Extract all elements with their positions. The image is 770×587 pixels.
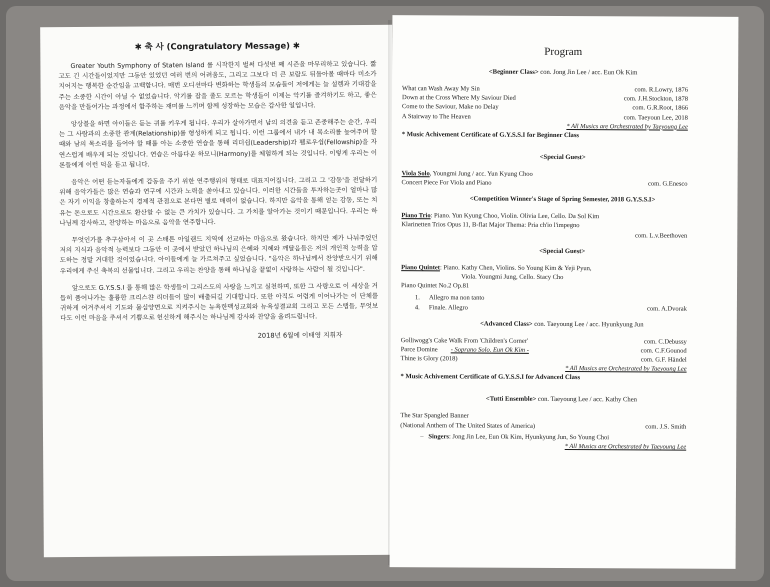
signature: 2018년 6월에 이태영 지휘자 xyxy=(257,330,343,340)
piece-line: The Star Spangled Banner xyxy=(400,412,469,420)
orchestration-note: * All Musics are Orchestrated by Taeyoung Lee xyxy=(565,365,687,374)
piece-row: Thine is Glory (2018) com. G.F. Händel xyxy=(400,355,687,364)
piece-row: Golliwogg's Cake Walk From 'Children's Corner' com. C.Debussy xyxy=(400,336,687,346)
advanced-header: <Advanced Class> con. Taeyoung Lee / acc. Hyunkyung Jun xyxy=(480,320,644,329)
piece-row: What can Wash Away My Sin com. R.Lowry, 1876 xyxy=(402,85,689,94)
message-paragraph: 앙상블을 하면 아이들은 듣는 귀를 키우게 됩니다. 우리가 살아가면서 남의 의견을 듣고 존중해주는 순간, 우리는 그 사람과의 소중한 관계(Relationship)를 형성하게 되고 됩니다. 이런 그룹에서 내가 내 목소리를 높여주며 할 때와 남의 목소리를 들어야 할 때를 아는 소중한 연습을 통해 리더쉽(Leadership)과 펠로우쉽(Fellowship)을 자연스럽게 배우게 되는 것입니다. 연습은 아름다운 하모니(Harmony)를 체험하게 되는 것입니다. 이렇게 우리는 이론들에게 이런 덕을 듣고 됩니다. xyxy=(58,117,378,169)
movement-row: 1. Allegro ma non tanto xyxy=(414,294,485,303)
message-paragraph: 앞으로도 G.Y.S.S.I 를 통해 많은 학생들이 그리스도의 사랑을 느끼고 실천하며, 또한 그 사랑으로 이 세상을 거듭히 품어나가는 훌륭한 크리스챤 리더들이 많이 배출되길 기대합니다. 또한 아직도 어렵게 이어나가는 이 단체를 귀하게 여겨주셔서 기도와 물심양면으로 지켜주시는 뉴욕한맥성교회와 뉴욕성결교회 그리고 모든 스탭들, 무엇보다도 이런 마음을 주셔서 기쁨으로 헌신하게 해주시는 하나님께 감사와 찬양을 올려드립니다. xyxy=(60,281,379,323)
performer-line: Viola. Youngmi Jung, Cello. Stacy Cho xyxy=(461,273,564,282)
right-page xyxy=(390,15,739,569)
orchestration-note: * All Musics are Orchestrated by Taeyoung Lee xyxy=(564,443,687,451)
certificate-note: * Music Achivement Certificate of G.Y.S.S.I for Beginner Class xyxy=(401,130,580,139)
tutti-header: <Tutti Ensemble> con. Taeyoung Lee / acc. Kathy Chen xyxy=(485,396,637,404)
singers-line: – Singers: Jong Jin Lee, Eun Ok Kim, Hyunkyung Jun, So Young Choi xyxy=(420,433,610,442)
piece-row: (National Anthem of The United States of America) com. J.S. Smith xyxy=(400,421,687,431)
program-title: Program xyxy=(544,45,583,59)
performer-line: Piano Quintet: Piano. Kathy Chen, Violins. So Young Kim & Yeji Pyun, xyxy=(401,263,592,272)
special-guest-header: <Special Guest> xyxy=(539,153,586,161)
composer: com. L.v.Beethoven xyxy=(634,231,688,240)
piece-row: Parce Domine - Soprano Solo. Eun Ok Kim - com. C.F.Gounod xyxy=(400,346,687,355)
beginner-header: <Beginner Class> con. Jong Jin Lee / acc. Eun Ok Kim xyxy=(488,68,638,77)
performer-line: Viola Solo, Youngmi Jung / acc. Yun Kyung Choo xyxy=(401,169,533,178)
piece-row: Come to the Saviour, Make no Delay com. G.R.Root, 1866 xyxy=(401,103,688,113)
message-title: ✱ 축 사 (Congratulatory Message) ✱ xyxy=(134,40,300,52)
special-guest-header: <Special Guest> xyxy=(539,247,586,255)
message-paragraph: Greater Youth Symphony of Staten Island 를 시작한지 벌써 다섯번 째 시즌을 마무리하고 있습니다. 짧고도 긴 시간들이었지만 그동안 있었던 여러 번의 어려움도, 그리고 그보다 더 큰 보람도 뒤돌아볼 때마다 미소가 지어지는 행복한 순간임을 고백합니다. 매번 오디션마다 변화하는 학생들의 모습들이 저에게는 늘 설렘과 기대감을 주는 소중한 시간이 아닐 수 없었습니다. 악기를 잡을 줄도 모르는 학생들이 이제는 악기를 즐겨하기도 하고, 좋은 음악을 만들어가는 과정에서 합주하는 재미를 느끼며 함께 성장하는 모습은 감사한 일입니다. xyxy=(58,59,377,111)
left-page xyxy=(40,25,396,557)
movement-row: 4. Finale. Allegro com. A.Dvorak xyxy=(414,303,687,313)
competition-header: <Competition Winner's Stage of Spring Semester, 2018 G.Y.S.S.I> xyxy=(469,195,656,204)
piece-row: A Stairway to The Heaven com. Taeyoun Lee, 2018 xyxy=(401,112,688,122)
certificate-note: * Music Achivement Certificate of G.Y.S.S.I for Advanced Class xyxy=(400,373,581,382)
piece-line: Piano Quintet No.2 Op.81 xyxy=(401,282,470,290)
piece-row: Down at the Cross Where My Saviour Died com. J.H.Stockton, 1878 xyxy=(401,94,689,103)
performer-line: Piano Trio: Piano. Yun Kyung Choo, Violin. Olivia Lee, Cello. Da Sol Kim xyxy=(401,212,600,221)
orchestration-note: * All Musics are Orchestrated by Taeyoung Lee xyxy=(566,122,688,131)
message-paragraph: 무엇인가를 추구삼아서 이 곳 스태튼 아일랜드 지역에 선교하는 마음으로 왔습니다. 하지만 제가 나눠주었던 저의 지식과 음악적 능력보다 그동안 이 곳에서 받았던 하나님의 은혜와 지혜와 깨달음들은 저의 개인적 능력을 압도하는 정말 거대한 것이었습니다. 아이들에게 늘 가르쳐주고 싶었습니다. "음악은 하나님께서 찬양받으시기 위해 우리에게 주신 축복의 선물입니다. 그리고 우리는 찬양을 통해 하나님을 끝없이 사랑하는 사람이 될 것입니다". xyxy=(59,233,378,275)
piece-line: Klarinetten Trios Opus 11, B-flat Major Thema: Pria ch'io l'impegno xyxy=(401,221,580,230)
message-paragraph: 음악은 어떤 듣는자들에게 감동을 주기 위한 연주행위의 형태로 대표지어집니다. 그리고 그 '감동'을 전달하기 위해 음악가들은 많은 연습과 연구에 시간과 노력을 쏟아내고 있습니다. 이러한 시간들을 투자하는곳이 얼마나 많은 자기 이익을 창출하는지 경제적 관점으로 본다면 별로 매력이 없습니다. 하지만 음악을 통해 얻는 감동, 또는 치유는 돈으로도 시간으로도 환산할 수 없는 큰 가치가 있습니다. 그 가치를 알아가는 것이기 때문입니다. 우리는 하나님께 감사하고, 찬양하는 마음으로 음악을 연주합니다. xyxy=(59,175,378,227)
piece-row: Concert Piece For Viola and Piano com. G.Enesco xyxy=(401,179,688,188)
